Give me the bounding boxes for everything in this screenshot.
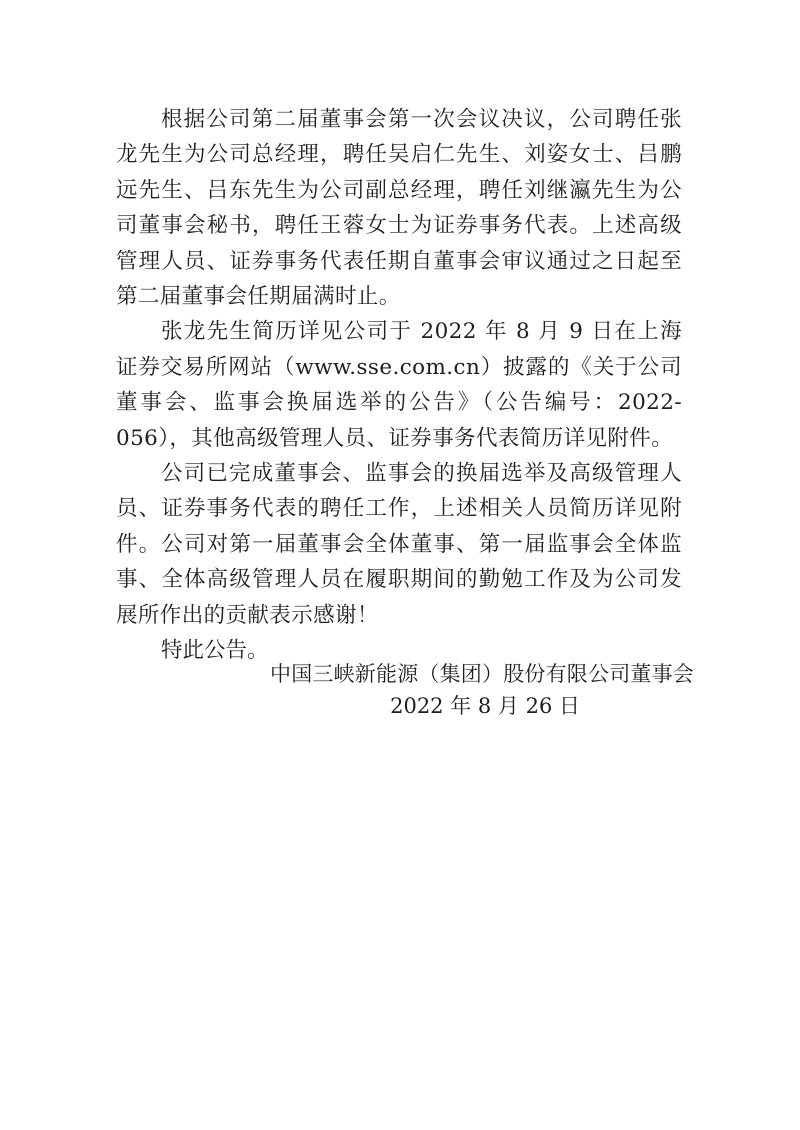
paragraph-resume-reference: 张龙先生简历详见公司于 2022 年 8 月 9 日在上海证券交易所网站（www.sse.com.cn）披露的《关于公司董事会、监事会换届选举的公告》（公告编号：2022-056），其他高级管理人员、证券事务代表简历详见附件。 xyxy=(116,319,682,451)
signatory-company: 中国三峡新能源（集团）股份有限公司董事会 xyxy=(270,662,694,686)
announcement-body xyxy=(116,102,682,669)
closing-statement: 特此公告。 xyxy=(161,638,269,664)
signature-date: 2022 年 8 月 26 日 xyxy=(390,694,580,718)
paragraph-acknowledgement: 公司已完成董事会、监事会的换届选举及高级管理人员、证券事务代表的聘任工作，上述相关人员简历详见附件。公司对第一届董事会全体董事、第一届监事会全体监事、全体高级管理人员在履职期间的勤勉工作及为公司发展所作出的贡献表示感谢！ xyxy=(116,461,682,628)
paragraph-appointments: 根据公司第二届董事会第一次会议决议，公司聘任张龙先生为公司总经理，聘任吴启仁先生、刘姿女士、吕鹏远先生、吕东先生为公司副总经理，聘任刘继瀛先生为公司董事会秘书，聘任王蓉女士为证券事务代表。上述高级管理人员、证券事务代表任期自董事会审议通过之日起至第二届董事会任期届满时止。 xyxy=(116,107,682,310)
signature-block xyxy=(270,658,694,722)
